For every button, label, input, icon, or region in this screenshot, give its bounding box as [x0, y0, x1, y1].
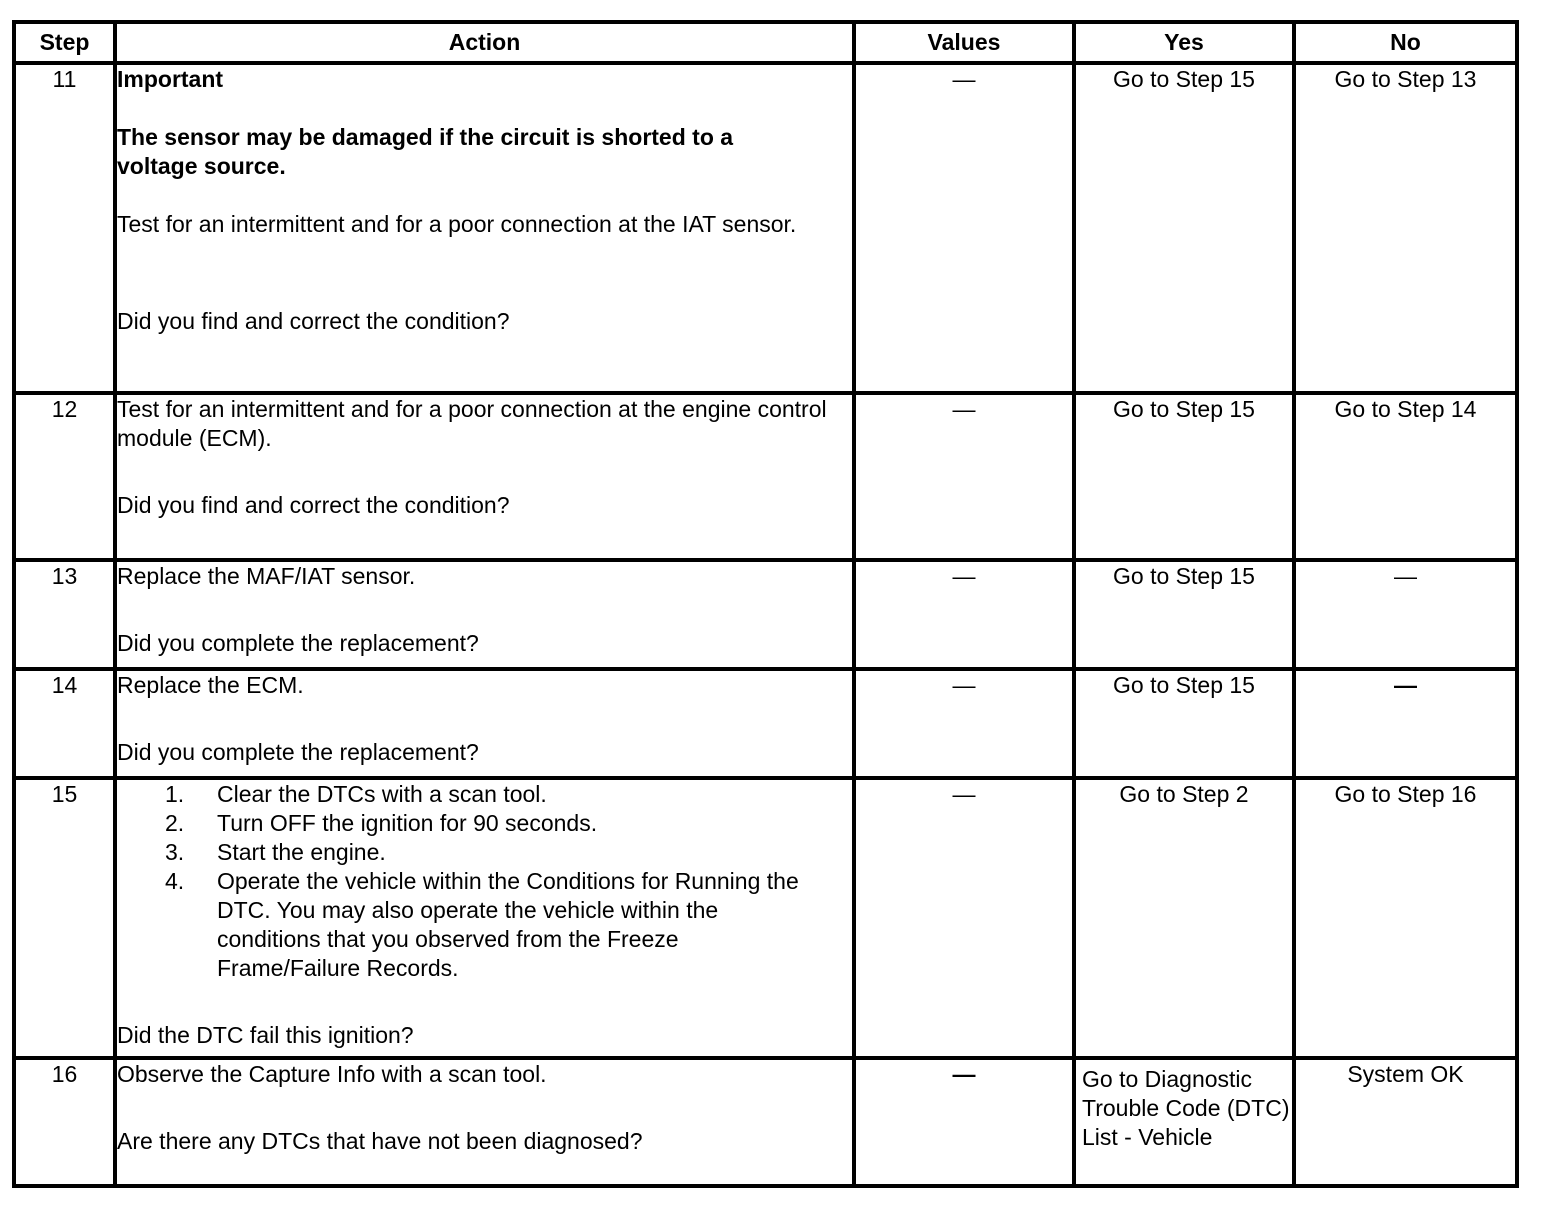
procedure-list — [117, 780, 852, 983]
action-question: Are there any DTCs that have not been diagnosed? — [117, 1128, 643, 1154]
header-values: Values — [854, 22, 1074, 63]
yes-link[interactable]: Go to Step 15 — [1074, 669, 1294, 778]
yes-link[interactable]: Go to Step 2 — [1074, 778, 1294, 1058]
no-link[interactable]: Go to Step 13 — [1294, 63, 1517, 393]
step-number: 12 — [14, 393, 115, 560]
action-cell — [115, 669, 854, 778]
table-row-step-12 — [14, 393, 1517, 560]
header-action: Action — [115, 22, 854, 63]
action-question: Did you complete the replacement? — [117, 739, 479, 765]
no-link[interactable]: Go to Step 16 — [1294, 778, 1517, 1058]
table-row-step-14 — [14, 669, 1517, 778]
no-value: — — [1294, 669, 1517, 778]
values-cell: — — [854, 63, 1074, 393]
values-cell: — — [854, 778, 1074, 1058]
action-instruction: Test for an intermittent and for a poor connection at the engine control module (ECM). — [117, 396, 827, 451]
values-cell: — — [854, 1058, 1074, 1186]
header-step: Step — [14, 22, 115, 63]
action-question: Did you complete the replacement? — [117, 630, 479, 656]
step-number: 16 — [14, 1058, 115, 1186]
header-row — [14, 22, 1517, 63]
action-question: Did you find and correct the condition? — [117, 308, 510, 334]
table-row-step-13 — [14, 560, 1517, 669]
important-label: Important — [117, 66, 224, 92]
values-cell: — — [854, 560, 1074, 669]
step-number: 14 — [14, 669, 115, 778]
action-cell — [115, 393, 854, 560]
action-cell — [115, 1058, 854, 1186]
yes-link[interactable]: Go to Step 15 — [1074, 393, 1294, 560]
list-item: 4. Operate the vehicle within the Conditions for Running the DTC. You may also operate the vehicle within the conditions that you observed from the Freeze Frame/Failure Records. — [165, 868, 799, 981]
no-value: — — [1294, 560, 1517, 669]
action-instruction: Replace the MAF/IAT sensor. — [117, 563, 416, 589]
table-row-step-16 — [14, 1058, 1517, 1186]
action-cell — [115, 63, 854, 393]
step-number: 11 — [14, 63, 115, 393]
yes-link[interactable]: Go to Step 15 — [1074, 63, 1294, 393]
yes-link[interactable]: Go to Diagnostic Trouble Code (DTC) List - Vehicle — [1074, 1058, 1294, 1186]
action-instruction: Test for an intermittent and for a poor connection at the IAT sensor. — [117, 211, 797, 237]
table-row-step-11 — [14, 63, 1517, 393]
action-instruction: Observe the Capture Info with a scan tool. — [117, 1061, 547, 1087]
important-text: The sensor may be damaged if the circuit is shorted to a voltage source. — [117, 124, 734, 179]
list-item: 1. Clear the DTCs with a scan tool. — [165, 781, 547, 807]
list-item: 3. Start the engine. — [165, 839, 386, 865]
values-cell: — — [854, 669, 1074, 778]
step-number: 13 — [14, 560, 115, 669]
header-no: No — [1294, 22, 1517, 63]
action-question: Did the DTC fail this ignition? — [117, 1022, 414, 1048]
table-row-step-15 — [14, 778, 1517, 1058]
yes-link[interactable]: Go to Step 15 — [1074, 560, 1294, 669]
action-cell — [115, 560, 854, 669]
step-number: 15 — [14, 778, 115, 1058]
action-cell — [115, 778, 854, 1058]
list-item: 2. Turn OFF the ignition for 90 seconds. — [165, 810, 598, 836]
no-value: System OK — [1294, 1058, 1517, 1186]
action-instruction: Replace the ECM. — [117, 672, 304, 698]
header-yes: Yes — [1074, 22, 1294, 63]
values-cell: — — [854, 393, 1074, 560]
no-link[interactable]: Go to Step 14 — [1294, 393, 1517, 560]
diagnostic-table — [12, 20, 1519, 1188]
action-question: Did you find and correct the condition? — [117, 492, 510, 518]
